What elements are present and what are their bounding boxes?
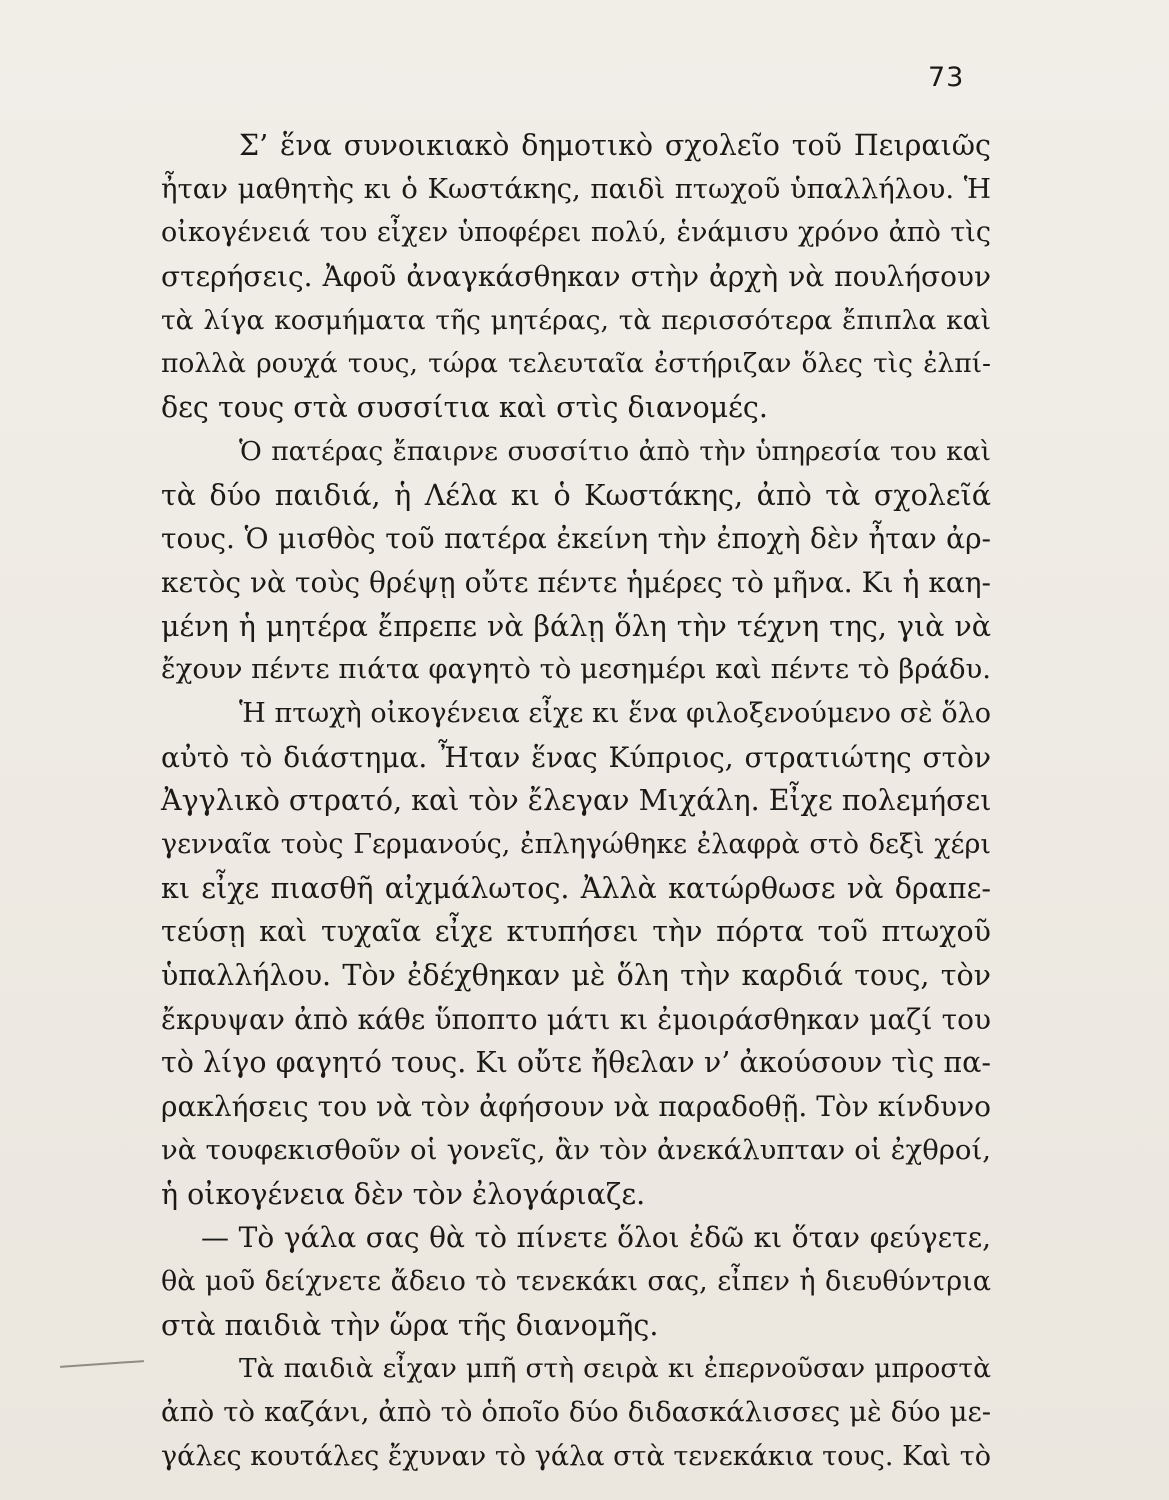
text-line: Σ’ ἕνα συνοικιακὸ δημοτικὸ σχολεῖο τοῦ Πειραιῶς (239, 129, 991, 162)
text-line: Ἀγγλικὸ στρατό, καὶ τὸν ἔλεγαν Μιχάλη. Εἶχε πολεμήσει (161, 784, 992, 818)
text-line: ρακλήσεις του νὰ τὸν ἀφήσουν νὰ παραδοθῇ. Τὸν κίνδυνο (161, 1090, 991, 1124)
text-line: Τὰ παιδιὰ εἶχαν μπῆ στὴ σειρὰ κι ἐπερνοῦσαν μπροστὰ (239, 1353, 991, 1385)
text-line: τὸ λίγο φαγητό τους. Κι οὔτε ἤθελαν ν’ ἀκούσουν τὶς πα- (161, 1046, 991, 1080)
text-line: ἦταν μαθητὴς κι ὁ Κωστάκης, παιδὶ πτωχοῦ ὑπαλλήλου. Ἡ (161, 172, 991, 205)
paragraph-3 (161, 692, 991, 1216)
text-line: δες τους στὰ συσσίτια καὶ στὶς διανομές. (161, 391, 768, 425)
text-line: κετὸς νὰ τοὺς θρέψῃ οὔτε πέντε ἡμέρες τὸ μῆνα. Κι ἡ καη- (161, 565, 991, 599)
body-text (161, 124, 991, 1478)
text-line: γάλες κουτάλες ἔχυναν τὸ γάλα στὰ τενεκάκια τους. Καὶ τὸ (161, 1440, 991, 1472)
text-line: θὰ μοῦ δείχνετε ἄδειο τὸ τενεκάκι σας, εἶπεν ἡ διευθύντρια (161, 1265, 991, 1297)
text-line: νὰ τουφεκισθοῦν οἱ γονεῖς, ἂν τὸν ἀνεκάλυπταν οἱ ἐχθροί, (161, 1133, 991, 1166)
text-line: τὰ λίγα κοσμήματα τῆς μητέρας, τὰ περισσότερα ἔπιπλα καὶ (161, 304, 991, 336)
paragraph-1 (161, 124, 991, 430)
text-line: ἔκρυψαν ἀπὸ κάθε ὕποπτο μάτι κι ἐμοιράσθηκαν μαζί του (161, 1002, 991, 1036)
text-line: στερήσεις. Ἀφοῦ ἀναγκάσθηκαν στὴν ἀρχὴ νὰ πουλήσουν (161, 260, 991, 294)
text-line: ἔχουν πέντε πιάτα φαγητὸ τὸ μεσημέρι καὶ πέντε τὸ βράδυ. (161, 653, 991, 686)
text-line: γενναῖα τοὺς Γερμανούς, ἐπληγώθηκε ἐλαφρὰ στὸ δεξὶ χέρι (161, 829, 991, 860)
text-line: ἡ οἰκογένεια δὲν τὸν ἐλογάριαζε. (161, 1177, 646, 1211)
text-line: τὰ δύο παιδιά, ἡ Λέλα κι ὁ Κωστάκης, ἀπὸ τὰ σχολεῖά (161, 478, 991, 512)
text-line: μένη ἡ μητέρα ἔπρεπε νὰ βάλῃ ὅλη τὴν τέχνη της, γιὰ νὰ (161, 609, 991, 643)
paragraph-4-dialogue (161, 1216, 991, 1347)
text-line: οἰκογένειά του εἶχεν ὑποφέρει πολύ, ἑνάμισυ χρόνο ἀπὸ τὶς (161, 217, 991, 249)
text-line: Ἡ πτωχὴ οἰκογένεια εἶχε κι ἕνα φιλοξενούμενο σὲ ὅλο (239, 697, 991, 729)
text-line: στὰ παιδιὰ τὴν ὥρα τῆς διανομῆς. (161, 1308, 659, 1342)
text-line: κι εἶχε πιασθῆ αἰχμάλωτος. Ἀλλὰ κατώρθωσε νὰ δραπε- (161, 871, 991, 905)
text-line: τεύσῃ καὶ τυχαῖα εἶχε κτυπήσει τὴν πόρτα τοῦ πτωχοῦ (161, 915, 991, 949)
margin-pencil-mark (60, 1360, 144, 1368)
paragraph-5 (161, 1347, 991, 1478)
text-line: τους. Ὁ μισθὸς τοῦ πατέρα ἐκείνη τὴν ἐποχὴ δὲν ἦταν ἀρ- (161, 522, 991, 556)
page-number: 73 (928, 62, 965, 93)
text-line: ὑπαλλήλου. Τὸν ἐδέχθηκαν μὲ ὅλη τὴν καρδιά τους, τὸν (161, 959, 991, 993)
text-line: αὐτὸ τὸ διάστημα. Ἦταν ἕνας Κύπριος, στρατιώτης στὸν (161, 740, 991, 774)
text-line: Ὁ πατέρας ἔπαιρνε συσσίτιο ἀπὸ τὴν ὑπηρεσία του καὶ (239, 435, 991, 467)
paragraph-2 (161, 430, 991, 692)
text-line: ἀπὸ τὸ καζάνι, ἀπὸ τὸ ὁποῖο δύο διδασκάλισσες μὲ δύο με- (161, 1395, 991, 1428)
text-line: πολλὰ ρουχά τους, τώρα τελευταῖα ἐστήριζαν ὅλες τὶς ἐλπί- (161, 348, 991, 380)
text-line: — Τὸ γάλα σας θὰ τὸ πίνετε ὅλοι ἐδῶ κι ὅταν φεύγετε, (201, 1221, 991, 1255)
